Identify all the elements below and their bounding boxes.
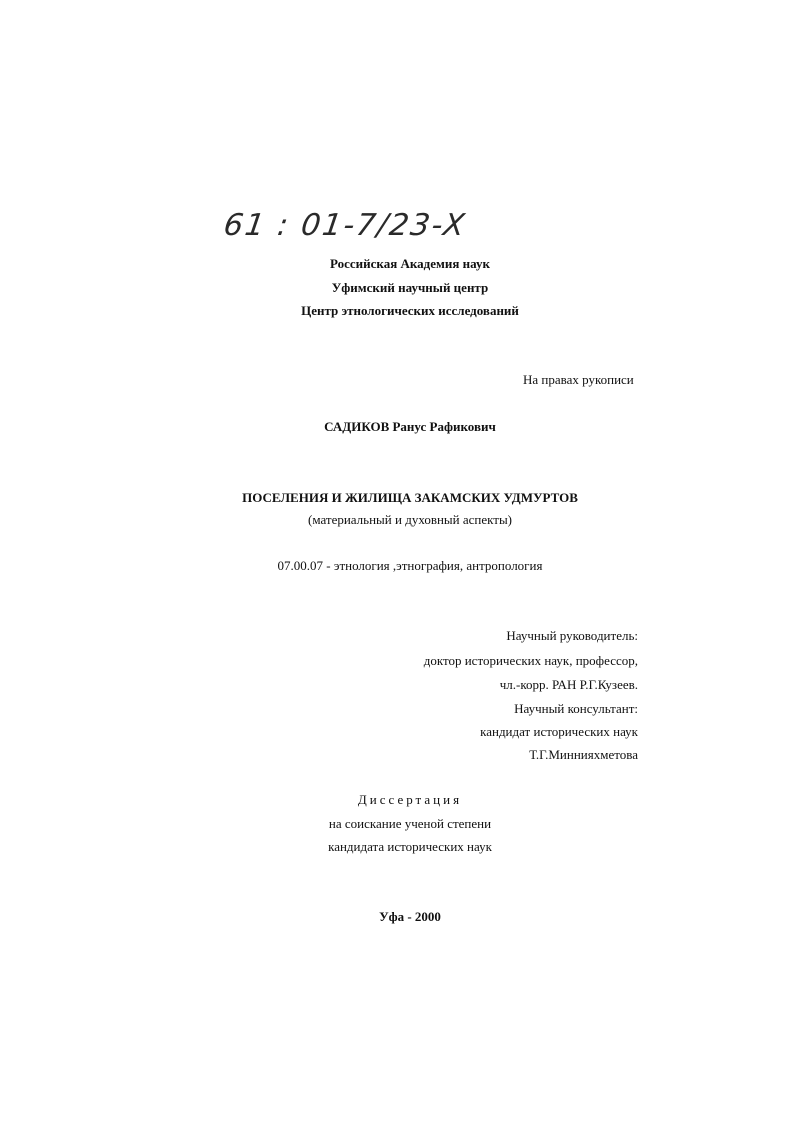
degree-line3: кандидата исторических наук — [328, 839, 492, 854]
supervisor-label: Научный руководитель: — [506, 628, 638, 643]
consultant-name: Т.Г.Миннияхметова — [529, 747, 638, 762]
supervisor-name: чл.-корр. РАН Р.Г.Кузеев. — [499, 677, 638, 692]
institute-name: Центр этнологических исследований — [301, 303, 519, 318]
author-name: САДИКОВ Ранус Рафикович — [324, 419, 496, 434]
rights-note: На правах рукописи — [523, 372, 634, 387]
consultant-degree: кандидат исторических наук — [480, 724, 638, 739]
academy-name: Российская Академия наук — [330, 256, 490, 271]
degree-heading: Диссертация — [357, 792, 463, 807]
supervisor-degree: доктор исторических наук, профессор, — [423, 653, 638, 668]
place-year: Уфа - 2000 — [379, 909, 441, 924]
degree-line2: на соискание ученой степени — [328, 816, 492, 831]
center-name: Уфимский научный центр — [331, 280, 489, 295]
handwritten-stamp: 61 : 01-7/23-X — [221, 208, 469, 243]
specialty-code: 07.00.07 - этнология ,этнография, антропология — [277, 558, 543, 573]
dissertation-title: ПОСЕЛЕНИЯ И ЖИЛИЩА ЗАКАМСКИХ УДМУРТОВ — [242, 490, 578, 505]
consultant-label: Научный консультант: — [514, 701, 638, 716]
dissertation-subtitle: (материальный и духовный аспекты) — [307, 512, 513, 527]
